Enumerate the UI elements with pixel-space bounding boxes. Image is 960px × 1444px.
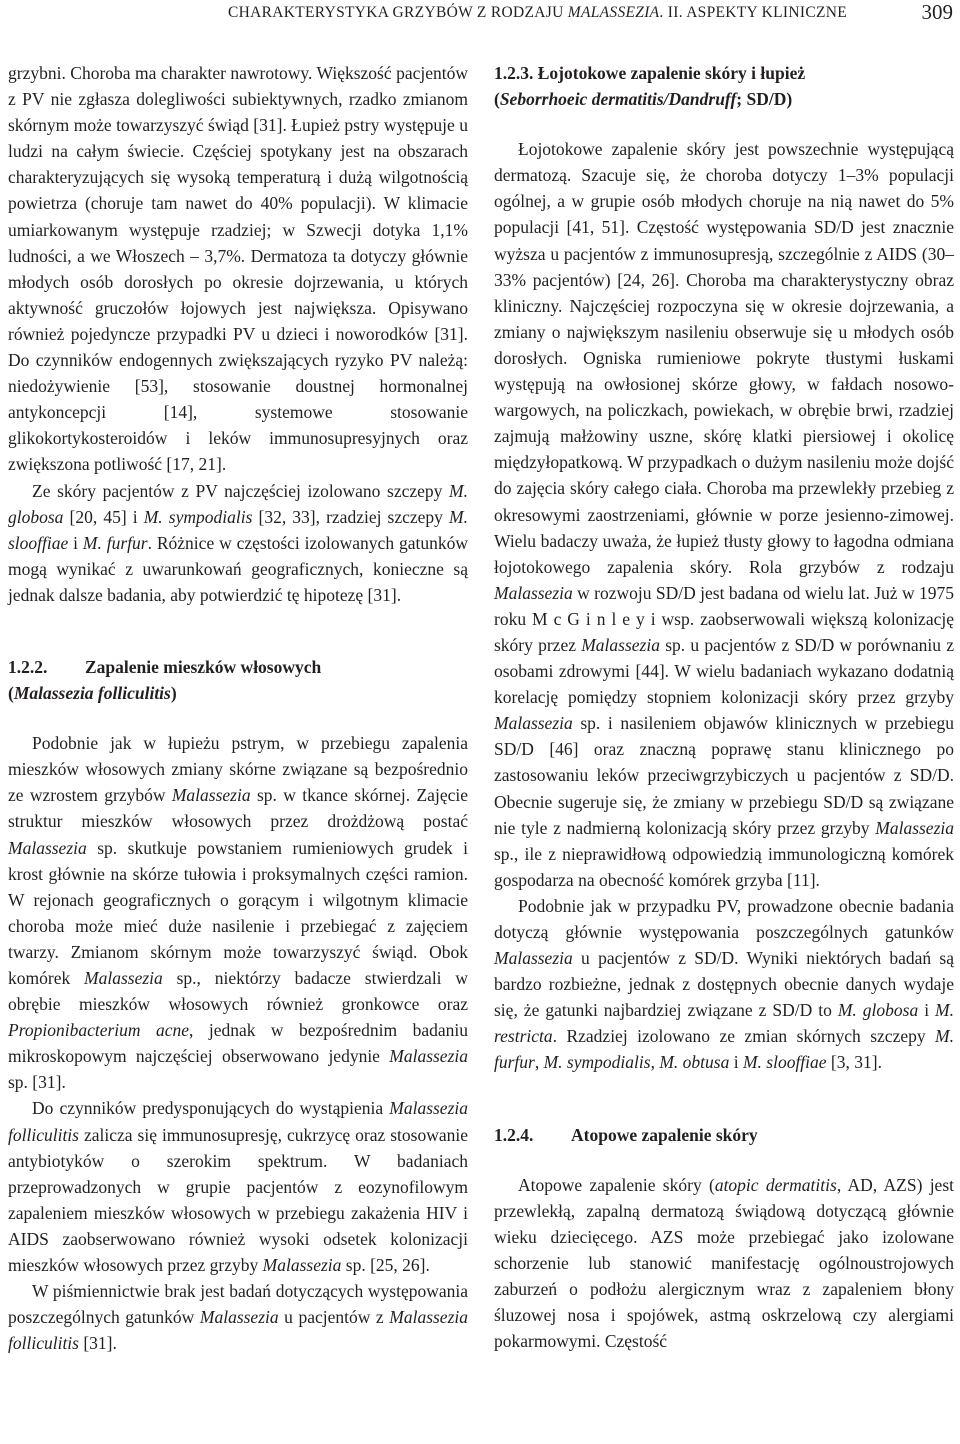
section-number: 1.2.3.: [494, 63, 534, 83]
section-number: 1.2.2.: [8, 656, 48, 677]
section-number: 1.2.4.: [494, 1124, 534, 1145]
paragraph-sd-species: Podobnie jak w przypadku PV, prowadzone obecnie badania dotyczą głównie występowania poszczególnych gatunków Malassezia u pacjentów z SD/D. Wyniki niektórych badań są bardzo rozbieżne, jednak z dostępnych obecnie danych wydaje się, że gatunki najbardziej związane z SD/D to M. globosa i M. restricta. Rzadziej izolowano ze zmian skórnych szczepy M. furfur, M. sympodialis, M. obtusa i M. slooffiae [3, 31].: [494, 895, 954, 1073]
paragraph-folliculitis-literature: W piśmiennictwie brak jest badań dotyczących występowania poszczególnych gatunków Malassezia u pacjentów z Malassezia folliculitis [31].: [8, 1281, 468, 1354]
running-header: [0, 0, 960, 40]
section-subtitle: (Malassezia folliculitis): [8, 683, 177, 704]
running-title: [228, 4, 847, 22]
section-heading-atopic: [494, 1122, 954, 1148]
running-title-part2: . II. ASPEKTY KLINICZNE: [659, 4, 847, 21]
left-column: [8, 60, 468, 1356]
paragraph-folliculitis-clinical: Podobnie jak w łupieżu pstrym, w przebiegu zapalenia mieszków włosowych zmiany skórne związane są bezpośrednio ze wzrostem grzybów Malassezia sp. w tkance skórnej. Zajęcie struktur mieszków włosowych przez drożdżową postać Malassezia sp. skutkuje powstaniem rumieniowych grudek i krost głównie na skórze tułowia i proksymalnych części ramion. W rejonach geograficznych o gorącym i wilgotnym klimacie choroba może mieć duże nasilenie i przebiegać z zajęciem twarzy. Zmianom skórnym może towarzyszyć świąd. Obok komórek Malassezia sp., niektórzy badacze stwierdzali w obrębie mieszków włosowych również gronkowce oraz Propionibacterium acne, jednak w bezpośrednim badaniu mikroskopowym najczęściej obserwowano jedynie Malassezia sp. [31].: [8, 733, 468, 1093]
paragraph-azs-intro: Atopowe zapalenie skóry (atopic dermatitis, AD, AZS) jest przewlekłą, zapalną dermatozą świądową dotyczącą głównie wieku dziecięcego. AZS może przebiegać jako izolowane schorzenie lub stanowić manifestację ogólnoustrojowych zaburzeń o podłożu alergicznym wraz z zapaleniem błony śluzowej nosa i spojówek, astmą oskrzelową czy alergiami pokarmowymi. Częstość: [494, 1174, 954, 1352]
running-title-italic: MALASSEZIA: [567, 4, 660, 21]
right-column: [494, 60, 954, 1354]
running-title-part1: CHARAKTERYSTYKA GRZYBÓW Z RODZAJU: [228, 4, 568, 21]
section-heading-seborrhoeic: [494, 60, 954, 112]
section-title: Łojotokowe zapalenie skóry i łupież: [537, 63, 806, 83]
paragraph-folliculitis-factors: Do czynników predysponujących do wystąpienia Malassezia folliculitis zalicza się immunosupresję, cukrzycę oraz stosowanie antybiotyków o szerokim spektrum. W badaniach przeprowadzonych w grupie pacjentów z eozynofilowym zapaleniem mieszków włosowych w przebiegu zakażenia HIV i AIDS zaobserwowano również wysoki odsetek kolonizacji mieszków włosowych przez grzyby Malassezia sp. [25, 26].: [8, 1098, 468, 1276]
paragraph-pv-epidemiology: grzybni. Choroba ma charakter nawrotowy. Większość pacjentów z PV nie zgłasza dolegliwości subiektywnych, rzadko zmianom skórnym może towarzyszyć świąd [31]. Łupież pstry występuje u ludzi na całym świecie. Częściej spotykany jest na obszarach charakteryzujących się wysoką temperaturą i dużą wilgotnością powietrza (choruje tam nawet do 40% populacji). W klimacie umiarkowanym występuje rzadziej; w Szwecji dotyka 1,1% ludności, a we Włoszech – 3,7%. Dermatoza ta dotyczy głównie młodych osób dorosłych po okresie dojrzewania, u których aktywność gruczołów łojowych jest największa. Opisywano również pojedyncze przypadki PV u dzieci i noworodków [31]. Do czynników endogennych zwiększających ryzyko PV należą: niedożywienie [53], stosowanie doustnej hormonalnej antykoncepcji [14], systemowe stosowanie glikokortykosteroidów i leków immunosupresyjnych oraz zwiększona potliwość [17, 21].: [8, 63, 468, 475]
paragraph-pv-species: Ze skóry pacjentów z PV najczęściej izolowano szczepy M. globosa [20, 45] i M. sympodialis [32, 33], rzadziej szczepy M. slooffiae i M. furfur. Różnice w częstości izolowanych gatunków mogą wynikać z uwarunkowań geograficznych, konieczne są jednak dalsze badania, aby potwierdzić tę hipotezę [31].: [8, 480, 468, 605]
paragraph-sd-clinical: Łojotokowe zapalenie skóry jest powszechnie występującą dermatozą. Szacuje się, że choroba dotyczy 1–3% populacji ogólnej, a w grupie osób młodych choruje na nią nawet do 5% populacji [41, 51]. Częstość występowania SD/D jest znacznie wyższa u pacjentów z immunosupresją, szczególnie z AIDS (30–33% pacjentów) [24, 26]. Choroba ma charakterystyczny obraz kliniczny. Najczęściej rozpoczyna się w okresie dojrzewania, a zmiany o największym nasileniu obserwuje się u młodych osób dorosłych. Ogniska rumieniowe pokryte tłustymi łuskami występują na owłosionej skórze głowy, w fałdach nosowo-wargowych, na policzkach, powiekach, w obrębie brwi, rzadziej zajmują małżowiny uszne, skórę klatki piersiowej i okolicę międzyłopatkową. W przypadkach o dużym nasileniu może dojść do zajęcia skóry całego ciała. Choroba ma przewlekły przebieg z okresowymi zaostrzeniami, głównie w porze jesienno-zimowej. Wielu badaczy uważa, że łupież tłusty głowy to łagodna odmiana łojotokowego zapalenia skóry. Rola grzybów z rodzaju Malassezia w rozwoju SD/D jest badana od wielu lat. Już w 1975 roku M c G i n l e y i wsp. zaobserwowali większą kolonizację skóry przez Malassezia sp. u pacjentów z SD/D w porównaniu z osobami zdrowymi [44]. W wielu badaniach wykazano dodatnią korelację pomiędzy stopniem kolonizacji skóry przez grzyby Malassezia sp. i nasileniem objawów klinicznych w przebiegu SD/D [46] oraz znaczną poprawę stanu klinicznego po zastosowaniu leków przeciwgrzybiczych u pacjentów z SD/D. Obecnie sugeruje się, że zmiany w przebiegu SD/D są związane nie tyle z nadmierną kolonizacją skóry przez grzyby Malassezia sp., ile z nieprawidłową odpowiedzią immunologiczną komórek gospodarza na obecność komórek grzyba [11].: [494, 139, 954, 890]
section-title: Zapalenie mieszków włosowych: [85, 656, 322, 677]
section-subtitle: (Seborrhoeic dermatitis/Dandruff; SD/D): [494, 89, 793, 110]
section-heading-folliculitis: [8, 654, 468, 706]
section-title: Atopowe zapalenie skóry: [571, 1124, 758, 1145]
page-number: 309: [921, 0, 953, 24]
